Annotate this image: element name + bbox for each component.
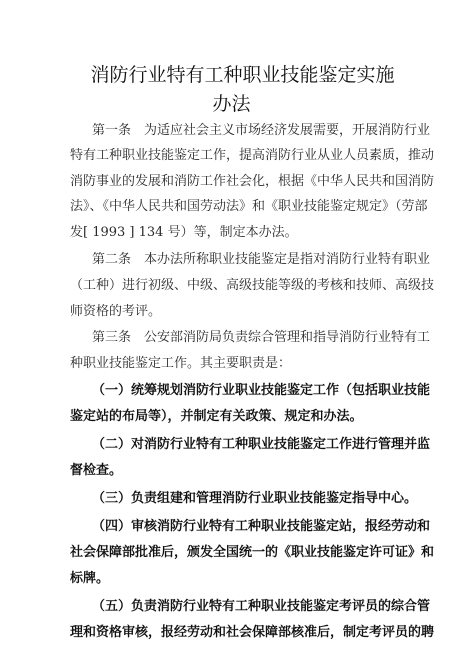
duty-item-2-line: （二）对消防行业特有工种职业技能鉴定工作进行管理并监 bbox=[92, 437, 431, 452]
duty-item-1-line: （一）统筹规划消防行业职业技能鉴定工作（包括职业技能 bbox=[92, 383, 431, 398]
duty-item-2-line: 督检查。 bbox=[70, 463, 123, 478]
document-title-line-2: 办法 bbox=[212, 93, 251, 115]
article-1-line: 第一条 为适应社会主义市场经济发展需要，开展消防行业 bbox=[92, 123, 431, 138]
duty-item-3-line: （三）负责组建和管理消防行业职业技能鉴定指导中心。 bbox=[92, 491, 418, 506]
duty-item-5-line: 理和资格审核，报经劳动和社会保障部核准后，制定考评员的聘 bbox=[70, 625, 435, 640]
article-1-line: 发[ 1993 ] 134 号）等，制定本办法。 bbox=[70, 225, 298, 240]
duty-item-4-line: 标牌。 bbox=[70, 571, 110, 586]
article-3-line: 第三条 公安部消防局负责综合管理和指导消防行业特有工 bbox=[92, 330, 431, 345]
article-3-line: 种职业技能鉴定工作。其主要职责是： bbox=[70, 356, 292, 371]
article-2-line: （工种）进行初级、中级、高级技能等级的考核和技师、高级技 bbox=[70, 278, 435, 293]
document-title-line-1: 消防行业特有工种职业技能鉴定实施 bbox=[90, 64, 395, 86]
duty-item-4-line: 社会保障部批准后，颁发全国统一的《职业技能鉴定许可证》和 bbox=[70, 545, 435, 560]
duty-item-4-line: （四）审核消防行业特有工种职业技能鉴定站，报经劳动和 bbox=[92, 519, 431, 534]
article-2-line: 师资格的考评。 bbox=[70, 304, 162, 319]
article-1-line: 法》、《中华人民共和国劳动法》和《职业技能鉴定规定》（劳部 bbox=[70, 199, 428, 214]
duty-item-1-line: 鉴定站的布局等），并制定有关政策、规定和办法。 bbox=[70, 409, 363, 424]
article-1-line: 消防事业的发展和消防工作社会化，根据《中华人民共和国消防 bbox=[70, 174, 435, 189]
article-2-line: 第二条 本办法所称职业技能鉴定是指对消防行业特有职业 bbox=[92, 252, 431, 267]
duty-item-5-line: （五）负责消防行业特有工种职业技能鉴定考评员的综合管 bbox=[92, 599, 431, 614]
article-1-line: 特有工种职业技能鉴定工作，提高消防行业从业人员素质，推动 bbox=[70, 148, 435, 163]
